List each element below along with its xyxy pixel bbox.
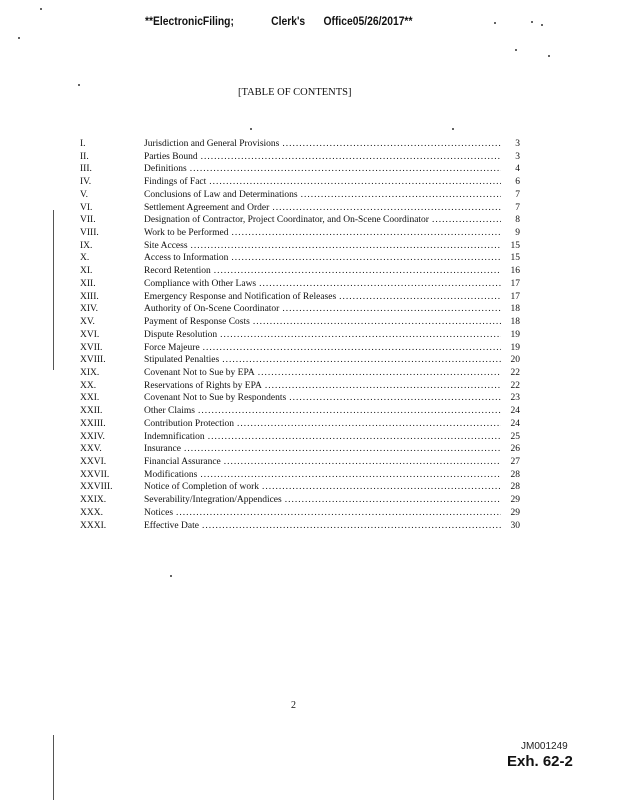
toc-page-number: 17 (510, 278, 520, 289)
toc-dot-leader (301, 189, 501, 202)
toc-section-title: Site Access (144, 240, 188, 251)
scan-speck (531, 21, 533, 23)
toc-section-number: XXII. (80, 406, 103, 417)
margin-scan-line (53, 210, 54, 370)
toc-section-number: XXX. (80, 507, 103, 518)
toc-dot-leader (190, 163, 501, 176)
scan-speck (40, 8, 42, 10)
toc-page-number: 29 (510, 495, 520, 506)
toc-section-title: Payment of Response Costs (144, 317, 250, 328)
toc-dot-leader (220, 329, 501, 342)
toc-page-number: 16 (510, 266, 520, 277)
toc-page-number: 20 (510, 355, 520, 366)
toc-row (80, 380, 520, 393)
toc-dot-leader (282, 303, 501, 316)
toc-row (80, 214, 520, 227)
toc-dot-leader (265, 380, 501, 393)
exhibit-label: Exh. 62-2 (507, 753, 573, 770)
toc-section-number: XXIII. (80, 418, 106, 429)
toc-section-number: XV. (80, 317, 95, 328)
toc-page-number: 17 (510, 291, 520, 302)
toc-section-number: XIV. (80, 304, 99, 315)
toc-section-title: Covenant Not to Sue by EPA (144, 367, 255, 378)
toc-section-title: Compliance with Other Laws (144, 278, 257, 289)
header-office-date: Office05/26/2017** (323, 14, 413, 28)
scan-speck (18, 37, 20, 39)
toc-row (80, 469, 520, 482)
toc-section-number: XXIV. (80, 431, 105, 442)
toc-page-number: 19 (510, 329, 520, 340)
header-filing-text: **ElectronicFiling; (145, 14, 234, 28)
toc-section-title: Settlement Agreement and Order (144, 202, 270, 213)
toc-dot-leader (222, 354, 501, 367)
toc-row (80, 431, 520, 444)
toc-page-number: 3 (515, 139, 520, 149)
toc-row (80, 202, 520, 215)
toc-section-number: IX. (80, 240, 93, 251)
toc-page-number: 22 (510, 380, 520, 391)
toc-row (80, 418, 520, 431)
toc-heading: [TABLE OF CONTENTS] (238, 87, 352, 98)
header-clerk-text: Clerk's (271, 14, 306, 28)
toc-section-title: Insurance (144, 444, 181, 455)
toc-section-number: XX. (80, 380, 97, 391)
toc-page-number: 28 (510, 482, 520, 493)
scan-speck (250, 128, 252, 130)
toc-page-number: 24 (510, 418, 520, 429)
toc-section-number: XIII. (80, 291, 99, 302)
toc-section-title: Notice of Completion of work (144, 482, 260, 493)
toc-row (80, 227, 520, 240)
margin-scan-line (53, 735, 54, 800)
toc-row (80, 456, 520, 469)
toc-section-title: Conclusions of Law and Determinations (144, 189, 298, 200)
toc-page-number: 7 (515, 189, 520, 200)
toc-page-number: 18 (510, 304, 520, 315)
toc-page-number: 3 (515, 151, 520, 162)
toc-page-number: 6 (515, 177, 520, 188)
toc-dot-leader (201, 151, 501, 164)
toc-page-number: 19 (510, 342, 520, 353)
toc-row (80, 278, 520, 291)
toc-section-number: XXVIII. (80, 482, 113, 493)
toc-row (80, 443, 520, 456)
toc-section-title: Other Claims (144, 406, 195, 417)
toc-section-number: VI. (80, 202, 93, 213)
toc-section-title: Notices (144, 507, 174, 518)
toc-row (80, 494, 520, 507)
toc-page-number: 27 (510, 456, 520, 467)
toc-dot-leader (258, 367, 501, 380)
toc-section-title: Effective Date (144, 520, 199, 531)
toc-page-number: 25 (510, 431, 520, 442)
toc-section-title: Covenant Not to Sue by Respondents (144, 393, 287, 404)
toc-page-number: 22 (510, 367, 520, 378)
toc-page-number: 26 (510, 444, 520, 455)
toc-section-number: XXXI. (80, 520, 107, 531)
toc-dot-leader (214, 265, 501, 278)
toc-dot-leader (198, 405, 501, 418)
toc-dot-leader (202, 520, 501, 533)
toc-row (80, 354, 520, 367)
toc-page-number: 15 (510, 253, 520, 264)
toc-row (80, 507, 520, 520)
toc-dot-leader (231, 227, 501, 240)
toc-page-number: 8 (515, 215, 520, 226)
page-number: 2 (291, 700, 296, 711)
toc-row (80, 240, 520, 253)
toc-dot-leader (272, 202, 501, 215)
toc-section-number: VII. (80, 215, 96, 226)
toc-dot-leader (289, 392, 501, 405)
toc-section-title: Severability/Integration/Appendices (144, 495, 282, 506)
toc-row (80, 405, 520, 418)
toc-dot-leader (432, 214, 501, 227)
toc-row (80, 392, 520, 405)
bates-number: JM001249 (521, 741, 568, 752)
toc-dot-leader (184, 443, 501, 456)
toc-page-number: 30 (510, 520, 520, 531)
toc-section-number: V. (80, 189, 89, 200)
toc-section-number: VIII. (80, 228, 99, 239)
toc-section-number: X. (80, 253, 90, 264)
toc-page-number: 28 (510, 469, 520, 480)
toc-section-number: XVI. (80, 329, 100, 340)
toc-row (80, 176, 520, 189)
toc-dot-leader (231, 252, 501, 265)
toc-row (80, 252, 520, 265)
toc-page-number: 4 (515, 164, 520, 175)
scan-speck (78, 84, 80, 86)
toc-section-title: Indemnification (144, 431, 205, 442)
toc-section-number: XI. (80, 266, 93, 277)
toc-dot-leader (262, 481, 501, 494)
toc-dot-leader (224, 456, 501, 469)
toc-section-number: XVII. (80, 342, 103, 353)
toc-row (80, 291, 520, 304)
toc-section-title: Contribution Protection (144, 418, 234, 429)
toc-dot-leader (191, 240, 501, 253)
toc-section-title: Modifications (144, 469, 198, 480)
toc-section-number: XXV. (80, 444, 102, 455)
toc-page-number: 29 (510, 507, 520, 518)
toc-row (80, 520, 520, 533)
toc-section-title: Definitions (144, 164, 187, 175)
toc-section-number: XXIX. (80, 495, 107, 506)
toc-section-title: Parties Bound (144, 151, 198, 162)
toc-section-number: IV. (80, 177, 92, 188)
toc-section-number: II. (80, 151, 89, 162)
toc-page-number: 15 (510, 240, 520, 251)
toc-section-title: Authority of On-Scene Coordinator (144, 304, 280, 315)
scan-speck (452, 128, 454, 130)
scan-speck (515, 49, 517, 51)
table-of-contents (80, 138, 520, 532)
toc-section-title: Force Majeure (144, 342, 200, 353)
toc-row (80, 163, 520, 176)
toc-page-number: 7 (515, 202, 520, 213)
filing-stamp-header (145, 14, 412, 28)
toc-dot-leader (285, 494, 501, 507)
toc-section-title: Reservations of Rights by EPA (144, 380, 262, 391)
scan-speck (170, 575, 172, 577)
scan-speck (548, 55, 550, 57)
toc-section-title: Emergency Response and Notification of Releases (144, 291, 337, 302)
toc-section-title: Work to be Performed (144, 228, 229, 239)
toc-section-title: Jurisdiction and General Provisions (144, 139, 280, 149)
toc-row (80, 303, 520, 316)
toc-dot-leader (282, 138, 501, 151)
toc-dot-leader (237, 418, 501, 431)
toc-row (80, 481, 520, 494)
toc-row (80, 367, 520, 380)
toc-section-title: Access to Information (144, 253, 229, 264)
toc-dot-leader (259, 278, 501, 291)
toc-dot-leader (200, 469, 501, 482)
toc-section-number: I. (80, 139, 86, 149)
toc-row (80, 151, 520, 164)
toc-row (80, 138, 520, 151)
toc-dot-leader (176, 507, 501, 520)
toc-section-title: Financial Assurance (144, 456, 221, 467)
toc-dot-leader (208, 431, 501, 444)
toc-page-number: 23 (510, 393, 520, 404)
toc-section-title: Record Retention (144, 266, 211, 277)
scan-speck (541, 24, 543, 26)
toc-section-number: XIX. (80, 367, 100, 378)
toc-row (80, 342, 520, 355)
toc-section-title: Designation of Contractor, Project Coordinator, and On-Scene Coordinator (144, 215, 429, 226)
toc-dot-leader (339, 291, 501, 304)
toc-dot-leader (253, 316, 501, 329)
toc-page-number: 18 (510, 317, 520, 328)
toc-section-number: XVIII. (80, 355, 106, 366)
toc-section-number: XXVII. (80, 469, 110, 480)
toc-page-number: 24 (510, 406, 520, 417)
toc-section-title: Findings of Fact (144, 177, 207, 188)
toc-section-title: Dispute Resolution (144, 329, 218, 340)
toc-dot-leader (203, 342, 501, 355)
toc-row (80, 329, 520, 342)
toc-row (80, 316, 520, 329)
toc-row (80, 265, 520, 278)
toc-section-number: XXI. (80, 393, 100, 404)
toc-section-title: Stipulated Penalties (144, 355, 220, 366)
toc-section-number: XXVI. (80, 456, 107, 467)
toc-row (80, 189, 520, 202)
toc-dot-leader (209, 176, 501, 189)
scan-speck (494, 22, 496, 24)
toc-page-number: 9 (515, 228, 520, 239)
toc-section-number: XII. (80, 278, 96, 289)
toc-section-number: III. (80, 164, 92, 175)
